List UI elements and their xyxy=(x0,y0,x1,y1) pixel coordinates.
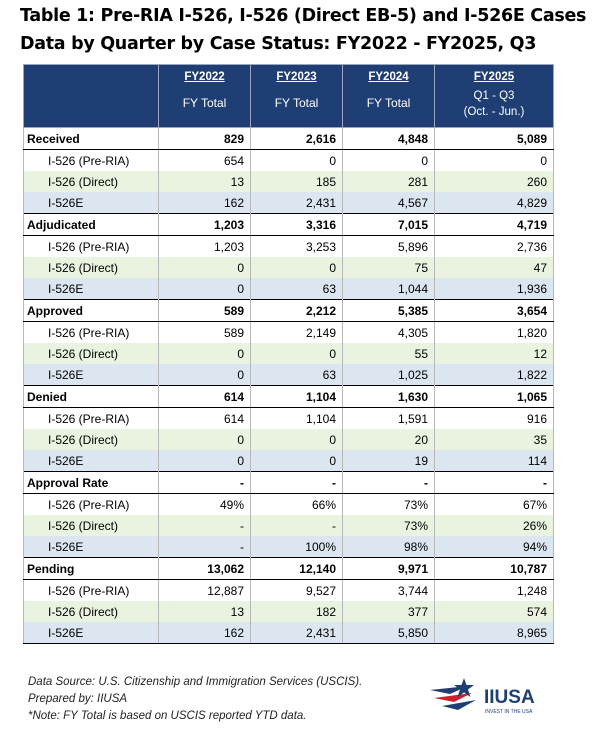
section-total-cell: 5,385 xyxy=(343,300,435,322)
table-row xyxy=(24,150,554,172)
title-line-2: Data by Quarter by Case Status: FY2022 - FY2025, Q3 xyxy=(20,34,537,54)
section-row xyxy=(24,558,554,580)
column-year: FY2025 xyxy=(473,71,515,83)
value-cell: - xyxy=(251,515,343,536)
value-cell: 281 xyxy=(343,171,435,192)
value-cell: 1,025 xyxy=(343,364,435,386)
data-source-note: Data Source: U.S. Citizenship and Immigration Services (USCIS). xyxy=(28,676,363,688)
column-subtitle: FY Total xyxy=(366,96,411,110)
section-total-cell: 1,104 xyxy=(251,386,343,408)
value-cell: 377 xyxy=(343,601,435,622)
section-total-cell: 7,015 xyxy=(343,214,435,236)
value-cell: 73% xyxy=(343,515,435,536)
value-cell: 3,253 xyxy=(251,236,343,258)
value-cell: 63 xyxy=(251,278,343,300)
value-cell: 185 xyxy=(251,171,343,192)
section-total-cell: - xyxy=(159,472,251,494)
case-status-table xyxy=(23,64,554,644)
value-cell: 1,820 xyxy=(435,322,554,344)
value-cell: 0 xyxy=(251,429,343,450)
value-cell: 4,829 xyxy=(435,192,554,214)
table-row xyxy=(24,364,554,386)
value-cell: 0 xyxy=(251,257,343,278)
value-cell: 0 xyxy=(251,450,343,472)
section-row xyxy=(24,214,554,236)
value-cell: 2,431 xyxy=(251,622,343,644)
value-cell: - xyxy=(159,536,251,558)
value-cell: - xyxy=(159,515,251,536)
section-total-cell: 589 xyxy=(159,300,251,322)
column-subtitle: Q1 - Q3 xyxy=(473,90,515,102)
section-label: Received xyxy=(24,128,159,150)
section-label: Approved xyxy=(24,300,159,322)
header-corner xyxy=(24,65,159,128)
value-cell: 0 xyxy=(159,450,251,472)
value-cell: 67% xyxy=(435,494,554,516)
table-row xyxy=(24,257,554,278)
row-label: I-526E xyxy=(24,364,159,386)
row-label: I-526 (Direct) xyxy=(24,515,159,536)
value-cell: 0 xyxy=(159,429,251,450)
row-label: I-526 (Direct) xyxy=(24,429,159,450)
value-cell: 1,591 xyxy=(343,408,435,430)
value-cell: 0 xyxy=(159,343,251,364)
value-cell: 100% xyxy=(251,536,343,558)
value-cell: 35 xyxy=(435,429,554,450)
value-cell: 1,822 xyxy=(435,364,554,386)
row-label: I-526 (Pre-RIA) xyxy=(24,150,159,172)
section-total-cell: 9,971 xyxy=(343,558,435,580)
column-subtitle: FY Total xyxy=(274,96,319,110)
row-label: I-526E xyxy=(24,622,159,644)
value-cell: 49% xyxy=(159,494,251,516)
value-cell: 5,896 xyxy=(343,236,435,258)
logo-swoosh-bottom xyxy=(442,700,476,710)
section-total-cell: 2,212 xyxy=(251,300,343,322)
fy-total-note: *Note: FY Total is based on USCIS reported YTD data. xyxy=(28,710,307,722)
table-row xyxy=(24,536,554,558)
value-cell: 654 xyxy=(159,150,251,172)
value-cell: 5,850 xyxy=(343,622,435,644)
value-cell: 2,431 xyxy=(251,192,343,214)
section-total-cell: 10,787 xyxy=(435,558,554,580)
section-total-cell: 12,140 xyxy=(251,558,343,580)
value-cell: 98% xyxy=(343,536,435,558)
section-label: Pending xyxy=(24,558,159,580)
value-cell: 4,567 xyxy=(343,192,435,214)
row-label: I-526 (Direct) xyxy=(24,343,159,364)
section-label: Denied xyxy=(24,386,159,408)
section-total-cell: 5,089 xyxy=(435,128,554,150)
column-year: FY2024 xyxy=(368,71,409,83)
value-cell: 2,149 xyxy=(251,322,343,344)
table-row xyxy=(24,236,554,258)
column-subtitle-range: (Oct. - Jun.) xyxy=(463,106,525,118)
value-cell: 0 xyxy=(159,278,251,300)
value-cell: 1,104 xyxy=(251,408,343,430)
logo-wordmark: IIUSA xyxy=(484,687,535,708)
column-header-fy2022 xyxy=(159,65,251,128)
row-label: I-526 (Pre-RIA) xyxy=(24,322,159,344)
value-cell: 55 xyxy=(343,343,435,364)
section-total-cell: 4,719 xyxy=(435,214,554,236)
value-cell: 162 xyxy=(159,192,251,214)
section-label: Adjudicated xyxy=(24,214,159,236)
table-row xyxy=(24,580,554,602)
row-label: I-526E xyxy=(24,192,159,214)
value-cell: 1,248 xyxy=(435,580,554,602)
value-cell: 4,305 xyxy=(343,322,435,344)
section-total-cell: - xyxy=(251,472,343,494)
value-cell: 13 xyxy=(159,171,251,192)
row-label: I-526E xyxy=(24,536,159,558)
value-cell: 75 xyxy=(343,257,435,278)
value-cell: 162 xyxy=(159,622,251,644)
value-cell: 0 xyxy=(435,150,554,172)
value-cell: 260 xyxy=(435,171,554,192)
section-total-cell: 614 xyxy=(159,386,251,408)
row-label: I-526E xyxy=(24,278,159,300)
value-cell: 66% xyxy=(251,494,343,516)
row-label: I-526 (Direct) xyxy=(24,171,159,192)
value-cell: 916 xyxy=(435,408,554,430)
value-cell: 8,965 xyxy=(435,622,554,644)
section-total-cell: 2,616 xyxy=(251,128,343,150)
column-subtitle: FY Total xyxy=(182,96,227,110)
section-row xyxy=(24,300,554,322)
value-cell: 63 xyxy=(251,364,343,386)
value-cell: 614 xyxy=(159,408,251,430)
column-header-fy2024 xyxy=(343,65,435,128)
value-cell: 0 xyxy=(159,257,251,278)
column-header-fy2023 xyxy=(251,65,343,128)
row-label: I-526 (Direct) xyxy=(24,257,159,278)
row-label: I-526 (Pre-RIA) xyxy=(24,494,159,516)
header-row xyxy=(24,65,554,128)
value-cell: 94% xyxy=(435,536,554,558)
value-cell: 1,203 xyxy=(159,236,251,258)
table-row xyxy=(24,322,554,344)
section-total-cell: 1,630 xyxy=(343,386,435,408)
column-header-fy2025 xyxy=(435,65,554,128)
section-total-cell: - xyxy=(435,472,554,494)
value-cell: 0 xyxy=(251,343,343,364)
table-body xyxy=(24,128,554,644)
row-label: I-526 (Pre-RIA) xyxy=(24,580,159,602)
table-row xyxy=(24,601,554,622)
table-row xyxy=(24,515,554,536)
value-cell: 2,736 xyxy=(435,236,554,258)
section-total-cell: 4,848 xyxy=(343,128,435,150)
row-label: I-526 (Direct) xyxy=(24,601,159,622)
column-year: FY2023 xyxy=(276,71,317,83)
footer-notes xyxy=(28,674,362,725)
value-cell: 182 xyxy=(251,601,343,622)
section-total-cell: 1,203 xyxy=(159,214,251,236)
table-row xyxy=(24,622,554,644)
table-row xyxy=(24,429,554,450)
value-cell: 13 xyxy=(159,601,251,622)
column-year: FY2022 xyxy=(184,71,225,83)
value-cell: 574 xyxy=(435,601,554,622)
value-cell: 1,044 xyxy=(343,278,435,300)
section-total-cell: - xyxy=(343,472,435,494)
value-cell: 0 xyxy=(343,150,435,172)
table-row xyxy=(24,192,554,214)
value-cell: 114 xyxy=(435,450,554,472)
section-row xyxy=(24,128,554,150)
logo-tagline: INVEST IN THE USA xyxy=(485,709,533,715)
value-cell: 3,744 xyxy=(343,580,435,602)
section-label: Approval Rate xyxy=(24,472,159,494)
row-label: I-526E xyxy=(24,450,159,472)
table-row xyxy=(24,450,554,472)
value-cell: 73% xyxy=(343,494,435,516)
title-line-1: Table 1: Pre-RIA I-526, I-526 (Direct EB-5) and I-526E Cases xyxy=(20,6,587,26)
section-total-cell: 13,062 xyxy=(159,558,251,580)
value-cell: 1,936 xyxy=(435,278,554,300)
value-cell: 12,887 xyxy=(159,580,251,602)
section-total-cell: 3,654 xyxy=(435,300,554,322)
section-row xyxy=(24,472,554,494)
value-cell: 12 xyxy=(435,343,554,364)
section-total-cell: 3,316 xyxy=(251,214,343,236)
value-cell: 20 xyxy=(343,429,435,450)
prepared-by-note: Prepared by: IIUSA xyxy=(28,693,128,705)
table-row xyxy=(24,343,554,364)
table-row xyxy=(24,278,554,300)
page-title xyxy=(20,2,590,58)
table-row xyxy=(24,494,554,516)
section-row xyxy=(24,386,554,408)
value-cell: 47 xyxy=(435,257,554,278)
table-row xyxy=(24,408,554,430)
value-cell: 0 xyxy=(251,150,343,172)
logo-swoosh-middle xyxy=(434,693,472,702)
value-cell: 19 xyxy=(343,450,435,472)
value-cell: 9,527 xyxy=(251,580,343,602)
section-total-cell: 1,065 xyxy=(435,386,554,408)
value-cell: 589 xyxy=(159,322,251,344)
table-row xyxy=(24,171,554,192)
iiusa-logo xyxy=(428,676,558,720)
row-label: I-526 (Pre-RIA) xyxy=(24,236,159,258)
section-total-cell: 829 xyxy=(159,128,251,150)
row-label: I-526 (Pre-RIA) xyxy=(24,408,159,430)
value-cell: 26% xyxy=(435,515,554,536)
value-cell: 0 xyxy=(159,364,251,386)
